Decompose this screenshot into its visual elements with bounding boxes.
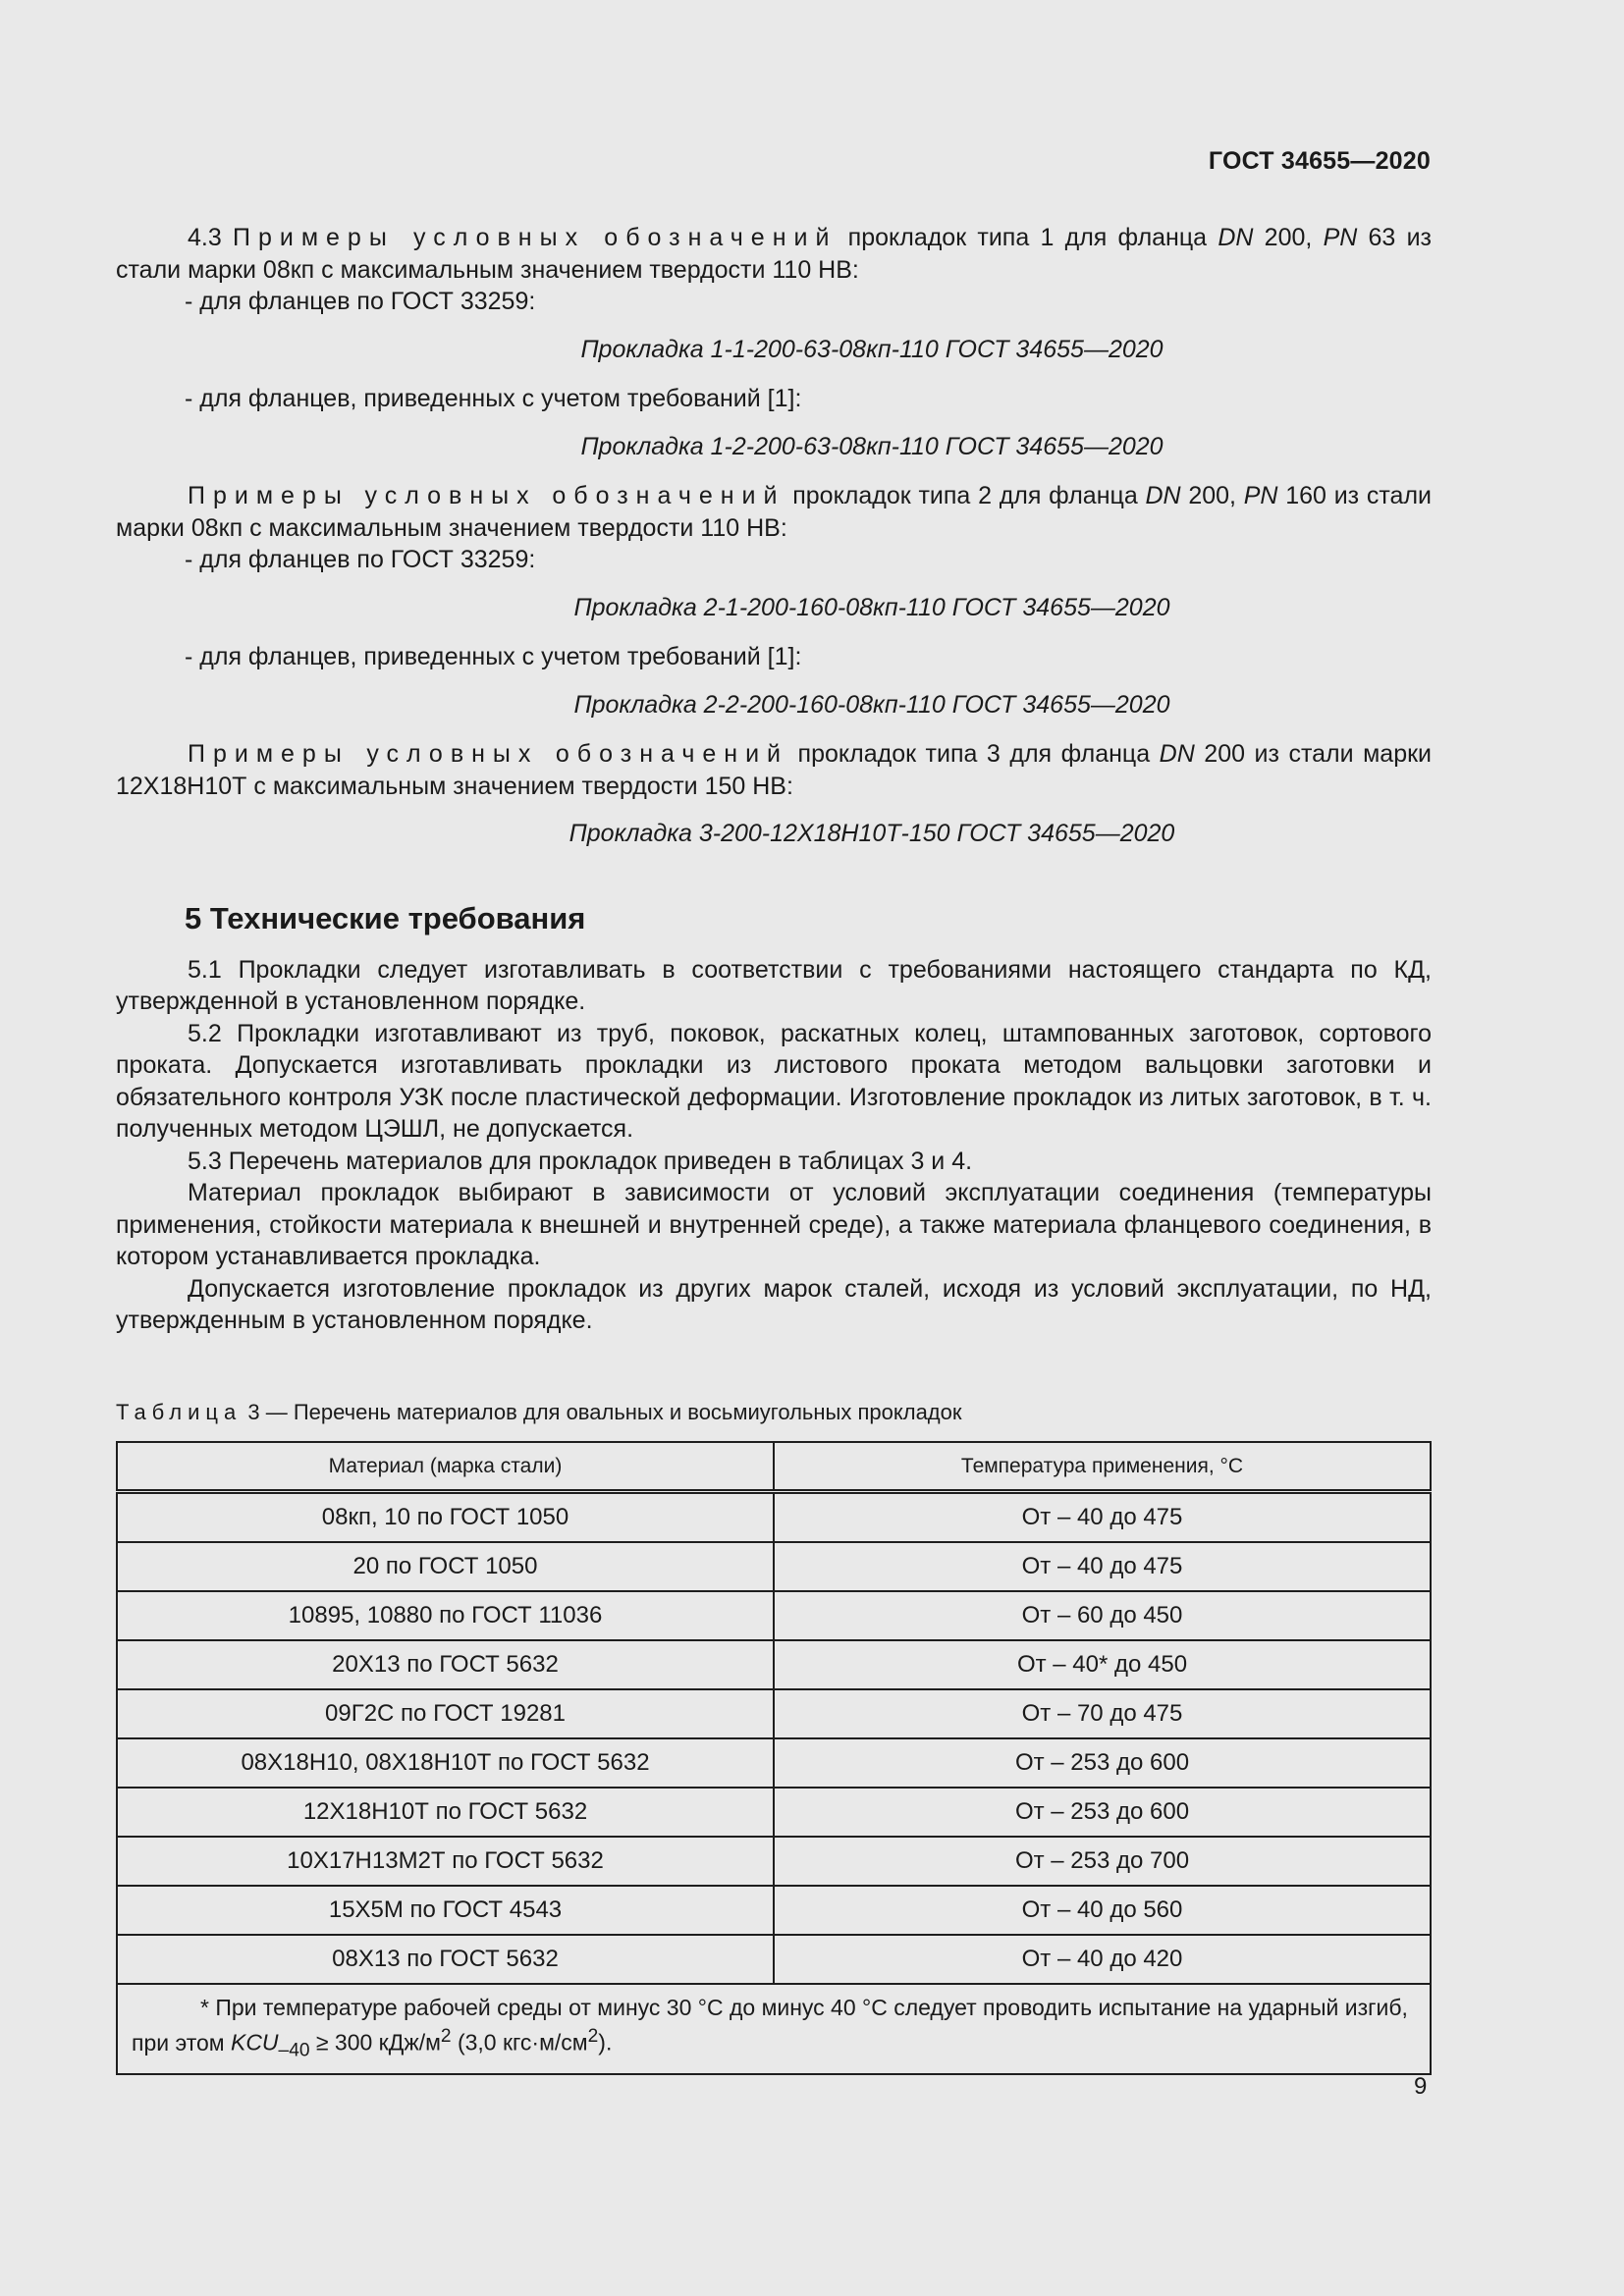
list-item: - для фланцев по ГОСТ 33259: bbox=[185, 288, 536, 315]
temperature-cell: От – 40* до 450 bbox=[774, 1640, 1431, 1689]
list-item: - для фланцев, приведенных с учетом требований [1]: bbox=[185, 385, 802, 412]
page-number: 9 bbox=[1414, 2073, 1428, 2100]
table-row bbox=[117, 1591, 1431, 1640]
table-row bbox=[117, 1640, 1431, 1689]
designation-example: Прокладка 3-200-12Х18Н10Т-150 ГОСТ 34655—2020 bbox=[568, 820, 1175, 847]
paragraph-5-3: 5.3 Перечень материалов для прокладок приведен в таблицах 3 и 4. bbox=[188, 1147, 973, 1175]
temperature-cell: От – 40 до 475 bbox=[774, 1542, 1431, 1591]
table-caption: Таблица 3 — Перечень материалов для овальных и восьмиугольных прокладок bbox=[116, 1400, 962, 1424]
section-5-title: 5 Технические требования bbox=[185, 900, 586, 935]
paragraph-material: Материал прокладок выбирают в зависимости от условий эксплуатации соединения (температуры применения, стойкости материала к внешней и внутренней среде), а также материала фланцевого соединения, в котором устанавливается прокладка. bbox=[116, 1179, 1432, 1270]
table-note-row bbox=[117, 1984, 1431, 2074]
paragraph-type3: Примеры условных обозначений прокладок типа 3 для фланца DN 200 из стали марки 12Х18Н10Т с максимальным значением твердости 150 НВ: bbox=[116, 740, 1433, 800]
material-cell: 10895, 10880 по ГОСТ 11036 bbox=[117, 1591, 774, 1640]
material-cell: 10Х17Н13М2Т по ГОСТ 5632 bbox=[117, 1837, 774, 1886]
material-cell: 08Х18Н10, 08Х18Н10Т по ГОСТ 5632 bbox=[117, 1738, 774, 1788]
column-header-temperature: Температура применения, °С bbox=[774, 1442, 1431, 1492]
standard-header: ГОСТ 34655—2020 bbox=[1208, 147, 1431, 175]
temperature-cell: От – 70 до 475 bbox=[774, 1689, 1431, 1738]
paragraph-5-2: 5.2 Прокладки изготавливают из труб, поковок, раскатных колец, штампованных заготовок, сортового проката. Допускается изготавливать прокладки из листового проката методом вальцовки заготовки и обязательного контроля УЗК после пластической деформации. Изготовление прокладок из литых заготовок, в т. ч. полученных методом ЦЭШЛ, не допускается. bbox=[116, 1019, 1432, 1143]
paragraph-4-3: 4.3 Примеры условных обозначений прокладок типа 1 для фланца DN 200, PN 63 из стали марки 08кп с максимальным значением твердости 110 НВ: bbox=[116, 224, 1432, 284]
material-cell: 12Х18Н10Т по ГОСТ 5632 bbox=[117, 1788, 774, 1837]
table-row bbox=[117, 1492, 1431, 1543]
list-item: - для фланцев, приведенных с учетом требований [1]: bbox=[185, 643, 802, 670]
material-cell: 20 по ГОСТ 1050 bbox=[117, 1542, 774, 1591]
table-row bbox=[117, 1738, 1431, 1788]
material-cell: 20Х13 по ГОСТ 5632 bbox=[117, 1640, 774, 1689]
table-row bbox=[117, 1886, 1431, 1935]
column-header-material: Материал (марка стали) bbox=[117, 1442, 774, 1492]
paragraph-5-1: 5.1 Прокладки следует изготавливать в соответствии с требованиями настоящего стандарта по КД, утвержденной в установленном порядке. bbox=[116, 955, 1432, 1015]
materials-table bbox=[116, 1441, 1432, 2075]
designation-example: Прокладка 1-1-200-63-08кп-110 ГОСТ 34655—2020 bbox=[580, 335, 1164, 363]
designation-example: Прокладка 2-2-200-160-08кп-110 ГОСТ 34655—2020 bbox=[573, 690, 1170, 719]
temperature-cell: От – 253 до 600 bbox=[774, 1738, 1431, 1788]
table-row bbox=[117, 1689, 1431, 1738]
main-text bbox=[116, 222, 1432, 1337]
material-cell: 15Х5М по ГОСТ 4543 bbox=[117, 1886, 774, 1935]
material-cell: 09Г2С по ГОСТ 19281 bbox=[117, 1689, 774, 1738]
table-row bbox=[117, 1935, 1431, 1984]
table-row bbox=[117, 1542, 1431, 1591]
temperature-cell: От – 40 до 560 bbox=[774, 1886, 1431, 1935]
temperature-cell: От – 40 до 420 bbox=[774, 1935, 1431, 1984]
material-cell: 08Х13 по ГОСТ 5632 bbox=[117, 1935, 774, 1984]
temperature-cell: От – 253 до 700 bbox=[774, 1837, 1431, 1886]
table-row bbox=[117, 1837, 1431, 1886]
list-item: - для фланцев по ГОСТ 33259: bbox=[185, 546, 536, 573]
temperature-cell: От – 40 до 475 bbox=[774, 1492, 1431, 1543]
designation-example: Прокладка 1-2-200-63-08кп-110 ГОСТ 34655—2020 bbox=[580, 432, 1164, 460]
temperature-cell: От – 253 до 600 bbox=[774, 1788, 1431, 1837]
temperature-cell: От – 60 до 450 bbox=[774, 1591, 1431, 1640]
table-row bbox=[117, 1788, 1431, 1837]
designation-example: Прокладка 2-1-200-160-08кп-110 ГОСТ 34655—2020 bbox=[573, 593, 1170, 621]
table-footnote: * При температуре рабочей среды от минус 30 °С до минус 40 °С следует проводить испытание на ударный изгиб, при этом $KCU_{-40} \ge 300$ кДж/$м^2$ (3,0 $кгс\cdot м/см^2$). bbox=[117, 1984, 1431, 2074]
material-cell: 08кп, 10 по ГОСТ 1050 bbox=[117, 1492, 774, 1543]
paragraph-type2: Примеры условных обозначений прокладок типа 2 для фланца DN 200, PN 160 из стали марки 08кп с максимальным значением твердости 110 НВ: bbox=[116, 482, 1432, 542]
paragraph-allowance: Допускается изготовление прокладок из других марок сталей, исходя из условий эксплуатации, по НД, утвержденным в установленном порядке. bbox=[116, 1274, 1432, 1334]
